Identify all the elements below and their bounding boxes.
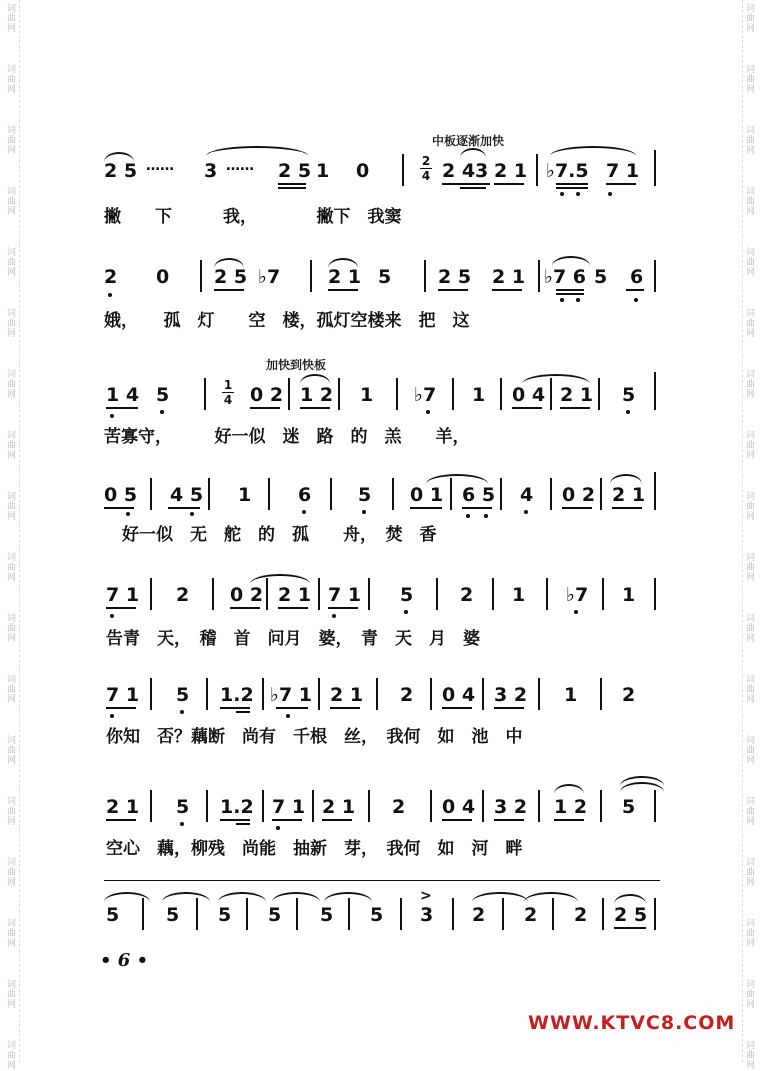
bar-line — [200, 260, 202, 292]
note-group: ♭7 6 — [544, 266, 587, 288]
time-signature-1: 2 4 — [421, 154, 431, 183]
bar-line — [600, 678, 602, 710]
note-group: 2 1 — [612, 484, 646, 506]
bar-line — [654, 790, 656, 822]
note: 2 — [574, 904, 588, 926]
underline — [442, 183, 490, 185]
underline — [106, 819, 136, 821]
low-dot — [180, 710, 184, 714]
note: 2 — [460, 584, 474, 606]
underline — [560, 407, 590, 409]
bar-line — [150, 790, 152, 822]
underline — [106, 607, 136, 609]
note: 2 — [524, 904, 538, 926]
note: 5 — [378, 266, 392, 288]
note-group: 2 1 — [492, 266, 526, 288]
note-group: 3 2 — [494, 796, 528, 818]
note: 1 — [238, 484, 252, 506]
note-group: 0 4 — [512, 384, 546, 406]
bar-line — [602, 578, 604, 610]
note-group: 2 1 — [494, 160, 528, 182]
underline — [460, 187, 486, 189]
tempo-mark-2: 加快到快板 — [266, 358, 327, 372]
underline — [278, 607, 308, 609]
ellipsis: …… — [226, 158, 254, 174]
note-group: 2 1 — [322, 796, 356, 818]
low-dot — [108, 293, 112, 297]
bar-line — [262, 790, 264, 822]
note: 5 — [622, 384, 636, 406]
note-group: 7 1 — [106, 684, 140, 706]
low-dot — [110, 414, 114, 418]
bar-line — [368, 578, 370, 610]
bar-line — [550, 378, 552, 410]
tie-slur — [524, 892, 578, 902]
underline — [220, 707, 250, 709]
underline — [236, 711, 250, 713]
note-group: 1 4 — [106, 384, 140, 406]
low-dot — [276, 826, 280, 830]
note: 2 — [176, 584, 190, 606]
note: 5 — [176, 684, 190, 706]
underline — [106, 407, 138, 409]
note: 1 — [512, 584, 526, 606]
underline — [300, 407, 330, 409]
slur — [552, 256, 590, 266]
note-group: ♭7.5 — [546, 160, 589, 182]
bar-line — [502, 898, 504, 930]
underline — [556, 293, 584, 295]
underline — [612, 507, 642, 509]
lyric-line: 苦寡守， 好一似 迷 路 的 羔 羊， — [104, 427, 470, 447]
low-dot — [286, 714, 290, 718]
note: 5 — [156, 384, 170, 406]
note-group: 6 5 — [462, 484, 496, 506]
note-group: 0 4 — [442, 684, 476, 706]
bar-line — [288, 378, 290, 410]
note: 5 — [176, 796, 190, 818]
underline — [272, 819, 302, 821]
note: 4 — [520, 484, 534, 506]
note: 0 — [356, 160, 370, 182]
underline — [492, 289, 522, 291]
note-group: 4 5 — [170, 484, 204, 506]
note-group: 0 1 — [410, 484, 444, 506]
note-group: 2 1 — [330, 684, 364, 706]
bar-line — [436, 578, 438, 610]
low-dot — [404, 610, 408, 614]
accent-mark: > — [420, 888, 432, 904]
low-dot — [110, 614, 114, 618]
bar-line — [338, 378, 340, 410]
note-group: 1 2 — [554, 796, 588, 818]
bar-line — [268, 478, 270, 510]
note-group: 0 2 — [250, 384, 284, 406]
note-group: 7 1 — [106, 584, 140, 606]
note: 6 — [630, 266, 644, 288]
underline — [106, 707, 136, 709]
slur — [614, 894, 646, 904]
note-group: 1.2 — [220, 684, 254, 706]
low-dot — [426, 410, 430, 414]
note: 2 — [400, 684, 414, 706]
slur — [426, 474, 488, 484]
page-number: • 6 • — [100, 950, 149, 971]
bar-line — [430, 790, 432, 822]
staff-rule — [104, 880, 660, 881]
bar-line — [550, 478, 552, 510]
note: 1 — [472, 384, 486, 406]
underline — [328, 607, 358, 609]
note: 2 — [392, 796, 406, 818]
note-group: 0 5 — [104, 484, 138, 506]
underline — [322, 819, 352, 821]
bar-line — [206, 678, 208, 710]
lyric-line: 撇 下 我， 撇下 我窦 — [104, 207, 402, 227]
bar-line — [538, 678, 540, 710]
note: 6 — [298, 484, 312, 506]
bar-line — [142, 898, 144, 930]
low-dot — [626, 410, 630, 414]
bar-line — [538, 260, 540, 292]
note: 2 — [622, 684, 636, 706]
underline — [554, 819, 584, 821]
underline — [614, 927, 646, 929]
bar-line — [376, 678, 378, 710]
note: 5 — [622, 796, 636, 818]
lyric-line: 你知 否？藕断 尚有 千根 丝， 我何 如 池 中 — [106, 727, 523, 747]
underline — [556, 183, 588, 185]
note: 5 — [218, 904, 232, 926]
underline — [104, 507, 134, 509]
low-dot — [576, 192, 580, 196]
slur — [206, 146, 308, 156]
note-group: 0 2 — [230, 584, 264, 606]
low-dot — [180, 822, 184, 826]
low-dot — [576, 298, 580, 302]
lyric-line: 娥， 孤 灯 空 楼，孤灯空楼来 把 这 — [104, 311, 470, 331]
bar-line — [150, 678, 152, 710]
bar-line — [452, 898, 454, 930]
note-group: 2 5 — [614, 904, 648, 926]
bar-line — [552, 898, 554, 930]
note-group: 2 5 — [278, 160, 312, 182]
bar-line — [600, 478, 602, 510]
low-dot — [160, 410, 164, 414]
note-group: 0 2 — [562, 484, 596, 506]
bar-line — [482, 790, 484, 822]
bar-line — [450, 478, 452, 510]
ellipsis: …… — [146, 158, 174, 174]
low-dot — [608, 192, 612, 196]
tie-slur — [472, 892, 528, 902]
underline — [328, 289, 358, 291]
underline — [278, 183, 306, 185]
underline — [220, 819, 250, 821]
note-group: 7 1 — [606, 160, 640, 182]
bar-line — [296, 898, 298, 930]
bar-line — [482, 678, 484, 710]
underline — [442, 819, 472, 821]
low-dot — [560, 192, 564, 196]
tie-slur — [162, 892, 210, 902]
slur — [250, 574, 310, 584]
bar-line — [536, 154, 538, 186]
bar-line — [318, 678, 320, 710]
bar-line — [330, 478, 332, 510]
underline — [168, 507, 200, 509]
bar-line — [150, 478, 152, 510]
note: 3 — [420, 904, 434, 926]
bar-line — [424, 260, 426, 292]
slur — [550, 146, 636, 156]
bar-line — [492, 578, 494, 610]
bar-line — [538, 790, 540, 822]
bar-line — [392, 478, 394, 510]
note: 5 — [320, 904, 334, 926]
slur — [300, 374, 330, 384]
site-watermark: WWW.KTVC8.COM — [528, 1012, 736, 1034]
note-group: 2 1 — [106, 796, 140, 818]
underline — [330, 707, 360, 709]
bar-line — [150, 578, 152, 610]
note: ♭7 — [566, 584, 589, 606]
bar-line — [654, 372, 656, 410]
note: 5 — [370, 904, 384, 926]
low-dot — [466, 514, 470, 518]
bar-line — [196, 898, 198, 930]
underline — [606, 183, 636, 185]
bar-line — [654, 260, 656, 292]
bar-line — [654, 898, 656, 930]
note: 2 — [472, 904, 486, 926]
note-group: 1 2 — [300, 384, 334, 406]
underline — [494, 819, 524, 821]
bar-line — [208, 478, 210, 510]
slur — [460, 148, 486, 158]
underline — [556, 289, 584, 291]
note: 1 — [564, 684, 578, 706]
note: 2 — [104, 266, 118, 288]
bar-line — [312, 790, 314, 822]
underline — [462, 507, 492, 509]
underline — [562, 507, 592, 509]
note-group: 2 1 — [560, 384, 594, 406]
lyric-line: 空心 藕，柳残 尚能 抽新 芽， 我何 如 河 畔 — [106, 839, 523, 859]
note-group: 2 5 — [104, 160, 138, 182]
bar-line — [368, 790, 370, 822]
low-dot — [560, 298, 564, 302]
low-dot — [484, 514, 488, 518]
bar-line — [546, 578, 548, 610]
note-group: 3 2 — [494, 684, 528, 706]
note: 5 — [166, 904, 180, 926]
low-dot — [332, 614, 336, 618]
low-dot — [634, 298, 638, 302]
note-group: 0 4 — [442, 796, 476, 818]
low-dot — [524, 510, 528, 514]
note-group: 2 1 — [278, 584, 312, 606]
underline — [494, 707, 524, 709]
slur — [610, 474, 642, 484]
slur — [522, 374, 590, 384]
note: 0 — [156, 266, 170, 288]
note-group: ♭7 1 — [270, 684, 313, 706]
bar-line — [602, 898, 604, 930]
bar-line — [600, 790, 602, 822]
side-watermark-right: 词曲网 词曲网 词曲网 词曲网 词曲网 词曲网 词曲网 词曲网 词曲网 词曲网 词曲网 词曲网 词曲网 词曲网 词曲网 词曲网 词曲网 词曲网 — [742, 0, 758, 1062]
note-group: 2 5 — [214, 266, 248, 288]
underline — [250, 407, 280, 409]
note-group: 2 5 — [438, 266, 472, 288]
underline — [626, 289, 644, 291]
underline — [494, 183, 524, 185]
underline — [512, 407, 542, 409]
bar-line — [206, 790, 208, 822]
bar-line — [654, 472, 656, 510]
bar-line — [598, 378, 600, 410]
note: 5 — [594, 266, 608, 288]
underline — [410, 507, 442, 509]
lyric-line: 好一似 无 舵 的 孤 舟， 焚 香 — [122, 525, 437, 545]
bar-line — [500, 378, 502, 410]
underline — [556, 187, 588, 189]
underline — [230, 607, 260, 609]
note: 5 — [358, 484, 372, 506]
note-group: 7 1 — [328, 584, 362, 606]
bar-line — [402, 154, 404, 186]
low-dot — [574, 610, 578, 614]
bar-line — [262, 678, 264, 710]
bar-line — [654, 150, 656, 186]
note: 5 — [106, 904, 120, 926]
bar-line — [212, 578, 214, 610]
low-dot — [302, 510, 306, 514]
note: 1 — [360, 384, 374, 406]
underline — [438, 289, 468, 291]
note: 1 — [316, 160, 330, 182]
note-group: 3 — [204, 160, 218, 182]
note: 5 — [400, 584, 414, 606]
note-group: 1.2 — [220, 796, 254, 818]
bar-line — [654, 578, 656, 610]
lyric-line: 告青 天， 稽 首 问月 婆， 青 天 月 婆 — [106, 629, 480, 649]
tie-slur — [218, 892, 266, 902]
low-dot — [362, 510, 366, 514]
underline — [214, 289, 244, 291]
bar-line — [400, 898, 402, 930]
note: 1 — [622, 584, 636, 606]
note: 5 — [268, 904, 282, 926]
tempo-mark-1: 中板逐渐加快 — [432, 134, 505, 148]
bar-line — [430, 678, 432, 710]
bar-line — [500, 478, 502, 510]
bar-line — [266, 578, 268, 610]
low-dot — [110, 714, 114, 718]
bar-line — [348, 898, 350, 930]
underline — [236, 823, 250, 825]
side-watermark-left: 词曲网 词曲网 词曲网 词曲网 词曲网 词曲网 词曲网 词曲网 词曲网 词曲网 词曲网 词曲网 词曲网 词曲网 词曲网 词曲网 词曲网 词曲网 — [4, 0, 20, 1062]
bar-line — [310, 260, 312, 292]
time-signature-2: 1 4 — [223, 378, 233, 407]
note-group: 2 43 — [442, 160, 489, 182]
underline — [278, 187, 306, 189]
low-dot — [190, 512, 194, 516]
note-group: 2 1 — [328, 266, 362, 288]
note: ♭7 — [414, 384, 437, 406]
note: ♭7 — [258, 266, 281, 288]
note-group: 7 1 — [272, 796, 306, 818]
underline — [442, 707, 472, 709]
low-dot — [126, 512, 130, 516]
bar-line — [204, 378, 206, 410]
bar-line — [318, 578, 320, 610]
bar-line — [452, 378, 454, 410]
bar-line — [396, 378, 398, 410]
slur — [554, 784, 584, 794]
underline — [276, 707, 308, 709]
bar-line — [246, 898, 248, 930]
